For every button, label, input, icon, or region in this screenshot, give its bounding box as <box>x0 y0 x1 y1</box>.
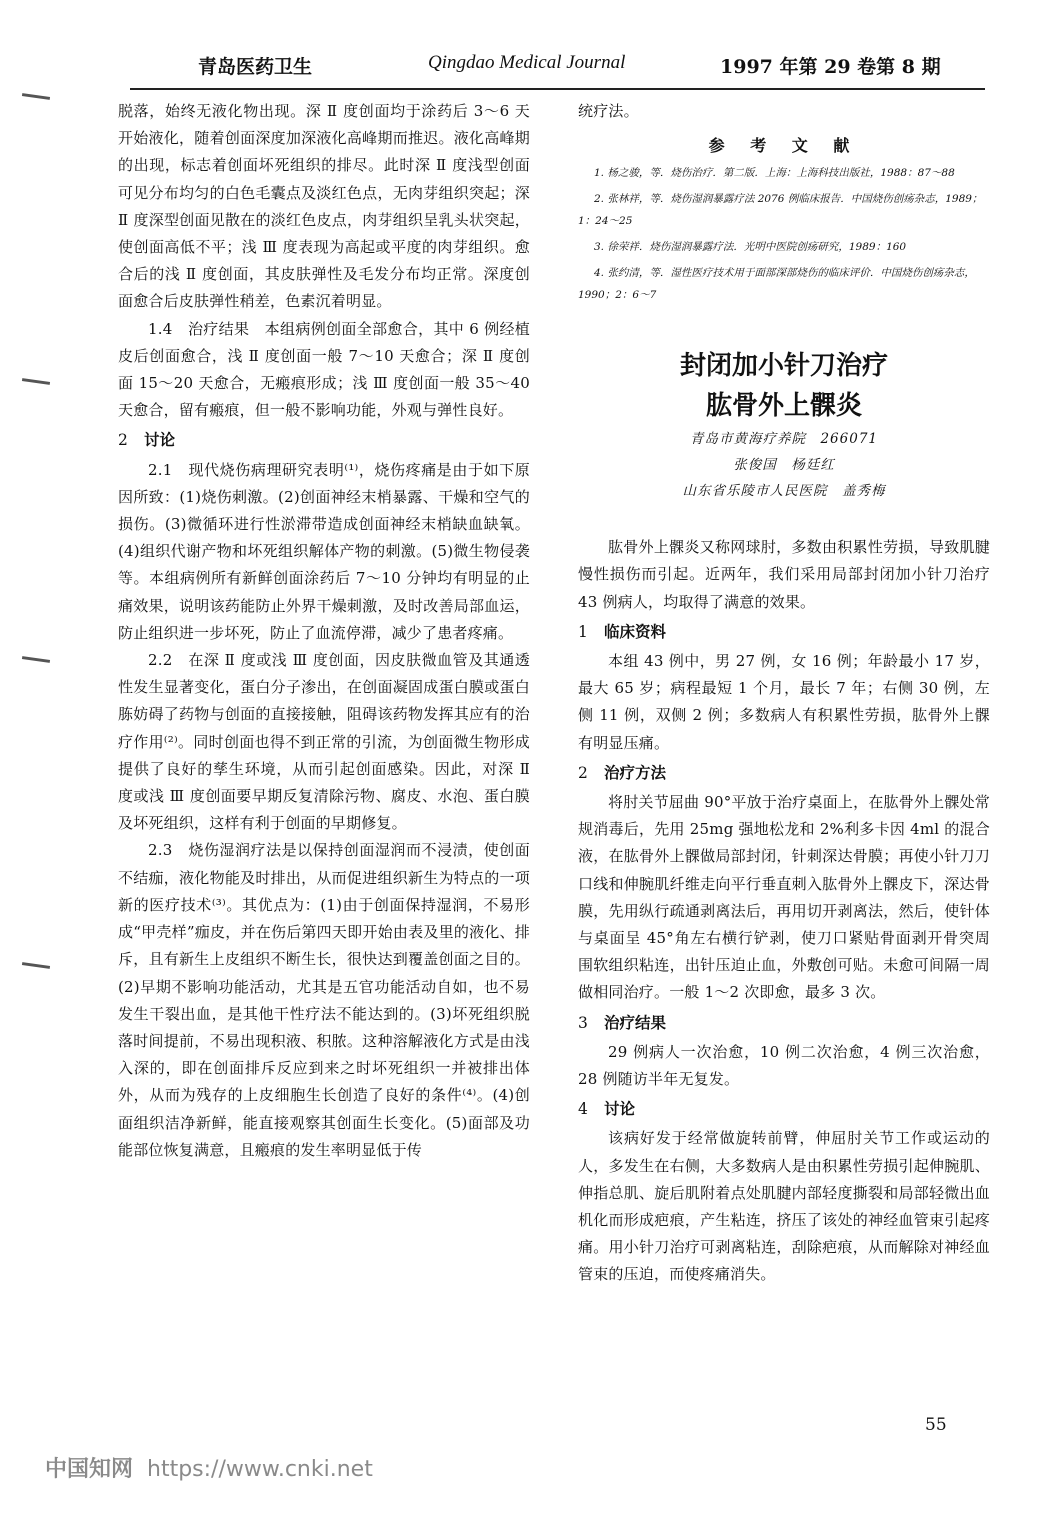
section-number: 4 <box>578 1100 588 1119</box>
section-heading <box>578 759 990 787</box>
section-title: 治疗结果 <box>604 1012 667 1032</box>
section-number: 2 <box>578 763 588 782</box>
reference-item: 3. 徐荣祥．烧伤湿润暴露疗法．光明中医院创疡研究，1989：160 <box>594 241 907 254</box>
article-title <box>578 346 990 426</box>
journal-name-en: Qingdao Medical Journal <box>428 52 626 73</box>
section-heading <box>578 1009 990 1037</box>
author-names: 张俊国 杨廷红 <box>733 457 835 474</box>
references-heading: 参 考 文 献 <box>708 136 860 156</box>
issue-info: 1997 年第 29 卷第 8 期 <box>720 56 941 78</box>
section-title: 治疗方法 <box>604 762 667 782</box>
cnki-brand: 中国知网 <box>45 1457 134 1482</box>
paragraph: 2.1 现代烧伤病理研究表明⁽¹⁾，烧伤疼痛是由于如下原因所致：(1)烧伤刺激。(2)创面神经末梢暴露、干燥和空气的损伤。(3)微循环进行性淤滞带造成创面神经末梢缺血缺氧。(4)组织代谢产物和坏死组织解体产物的刺激。(5)微生物侵袭等。本组病例所有新鲜创面涂药后 7～10 分钟均有明显的止痛效果，说明该药能防止外界干燥刺激，及时改善局部血运，防止组织进一步坏死，防止了血流停滞，减少了患者疼痛。 <box>118 460 530 642</box>
journal-name-cn: 青岛医药卫生 <box>198 56 313 78</box>
reference-item: 1. 杨之骏，等．烧伤治疗．第二版．上海：上海科技出版社，1988：87～88 <box>594 167 955 180</box>
reference-item: 2. 张林祥，等．烧伤湿润暴露疗法 2076 例临床报告．中国烧伤创疡杂志，1989；1：24～25 <box>578 193 983 228</box>
watermark-footer <box>45 1452 373 1483</box>
paragraph: 2.2 在深 Ⅱ 度或浅 Ⅲ 度创面，因皮肤微血管及其通透性发生显著变化，蛋白分子渗出，在创面凝固成蛋白膜或蛋白胨妨碍了药物与创面的直接接触，阻碍该药物发挥其应有的治疗作用⁽²⁾。同时创面也得不到正常的引流，为创面微生物形成提供了良好的孳生环境，从而引起创面感染。因此，对深 Ⅱ 度或浅 Ⅲ 度创面要早期反复清除污物、腐皮、水泡、蛋白膜及坏死组织，这样有利于创面的早期修复。 <box>118 651 530 833</box>
paragraph: 29 例病人一次治愈，10 例二次治愈，4 例三次治愈，28 例随访半年无复发。 <box>578 1042 990 1089</box>
article-title-line: 肱骨外上髁炎 <box>705 391 862 422</box>
running-header <box>130 44 985 90</box>
author-affiliation: 山东省乐陵市人民医院 盖秀梅 <box>682 483 886 500</box>
cnki-url[interactable]: https://www.cnki.net <box>147 1457 373 1482</box>
section-heading <box>578 1095 990 1123</box>
scan-artifact <box>22 93 50 100</box>
scan-artifact <box>22 962 50 969</box>
paragraph: 该病好发于经常做旋转前臂，伸屈肘关节工作或运动的人，多发生在右侧，大多数病人是由积累性劳损引起伸腕肌、伸指总肌、旋后肌附着点处肌腱内部轻度撕裂和局部轻微出血机化而形成疤痕，产生粘连，挤压了该处的神经血管束引起疼痛。用小针刀治疗可剥离粘连，刮除疤痕，从而解除对神经血管束的压迫，而使疼痛消失。 <box>578 1129 990 1284</box>
paragraph: 1.4 治疗结果 本组病例创面全部愈合，其中 6 例经植皮后创面愈合，浅 Ⅱ 度创面一般 7～10 天愈合；深 Ⅱ 度创面 15～20 天愈合，无瘢痕形成；浅 Ⅲ 度创面一般 35～40 天愈合，留有瘢痕，但一般不影响功能，外观与弹性良好。 <box>118 319 530 420</box>
paragraph: 本组 43 例中，男 27 例，女 16 例；年龄最小 17 岁，最大 65 岁；病程最短 1 个月，最长 7 年；右侧 30 例，左侧 11 例，双侧 2 例；多数病人有积累性劳损，肱骨外上髁有明显压痛。 <box>578 652 990 752</box>
right-column <box>578 98 990 1289</box>
section-title: 临床资料 <box>604 621 667 641</box>
reference-item: 4. 张约清，等．湿性医疗技术用于面部深部烧伤的临床评价．中国烧伤创疡杂志，1990；2：6～7 <box>578 267 975 302</box>
paragraph: 脱落，始终无液化物出现。深 Ⅱ 度创面均于涂药后 3～6 天开始液化，随着创面深度加深液化高峰期而推迟。液化高峰期的出现，标志着创面坏死组织的排尽。此时深 Ⅱ 度浅型创面可见分布均匀的白色毛囊点及淡红色点，无肉芽组织突起；深 Ⅱ 度深型创面见散在的淡红色皮点，肉芽组织呈乳头状突起，使创面高低不平；浅 Ⅲ 度表现为高起或平度的肉芽组织。愈合后的浅 Ⅱ 度创面，其皮肤弹性及毛发分布均正常。深度创面愈合后皮肤弹性稍差，色素沉着明显。 <box>118 102 530 311</box>
section-heading <box>578 618 990 646</box>
scan-artifact <box>22 656 50 663</box>
section-number: 3 <box>578 1013 588 1032</box>
paragraph: 肱骨外上髁炎又称网球肘，多数由积累性劳损，导致肌腱慢性损伤而引起。近两年，我们采用局部封闭加小针刀治疗 43 例病人，均取得了满意的效果。 <box>578 538 990 611</box>
section-title: 讨论 <box>604 1099 636 1119</box>
page-number: 55 <box>925 1415 947 1435</box>
article-title-line: 封闭加小针刀治疗 <box>679 351 888 382</box>
paragraph: 统疗法。 <box>578 102 639 120</box>
section-title: 讨论 <box>144 430 176 450</box>
paragraph: 2.3 烧伤湿润疗法是以保持创面湿润而不浸渍，使创面不结痂，液化物能及时排出，从而促进组织新生为特点的一项新的医疗技术⁽³⁾。其优点为：(1)由于创面保持湿润，不易形成“甲壳样”痂皮，并在伤后第四天即开始由表及里的液化、排斥，且有新生上皮组织不断生长，很快达到覆盖创面之目的。(2)早期不影响功能活动，尤其是五官功能活动自如，也不易发生干裂出血，是其他干性疗法不能达到的。(3)坏死组织脱落时间提前，不易出现积液、积脓。这种溶解液化方式是由浅入深的，即在创面排斥反应到来之时坏死组织一并被排出体外，从而为残存的上皮细胞生长创造了良好的条件⁽⁴⁾。(4)创面组织洁净新鲜，能直接观察其创面生长变化。(5)面部及功能部位恢复满意，且瘢痕的发生率明显低于传 <box>118 841 530 1159</box>
scan-artifact <box>22 378 50 385</box>
paragraph: 将肘关节屈曲 90°平放于治疗桌面上，在肱骨外上髁处常规消毒后，先用 25mg 强地松龙和 2%利多卡因 4ml 的混合液，在肱骨外上髁做局部封闭，针刺深达骨膜；再使小针刀刀口线和伸腕肌纤维走向平行垂直刺入肱骨外上髁皮下，深达骨膜，先用纵行疏通剥离法后，再用切开剥离法，然后，使针体与桌面呈 45°角左右横行铲剥，使刀口紧贴骨面剥开骨突周围软组织粘连，出针压迫止血，外敷创可贴。未愈可间隔一周做相同治疗。一般 1～2 次即愈，最多 3 次。 <box>578 793 990 1002</box>
left-column <box>118 98 530 1164</box>
section-heading <box>118 426 530 454</box>
section-number: 1 <box>578 622 588 641</box>
section-number: 2 <box>118 431 128 450</box>
author-affiliation: 青岛市黄海疗养院 266071 <box>689 431 879 448</box>
